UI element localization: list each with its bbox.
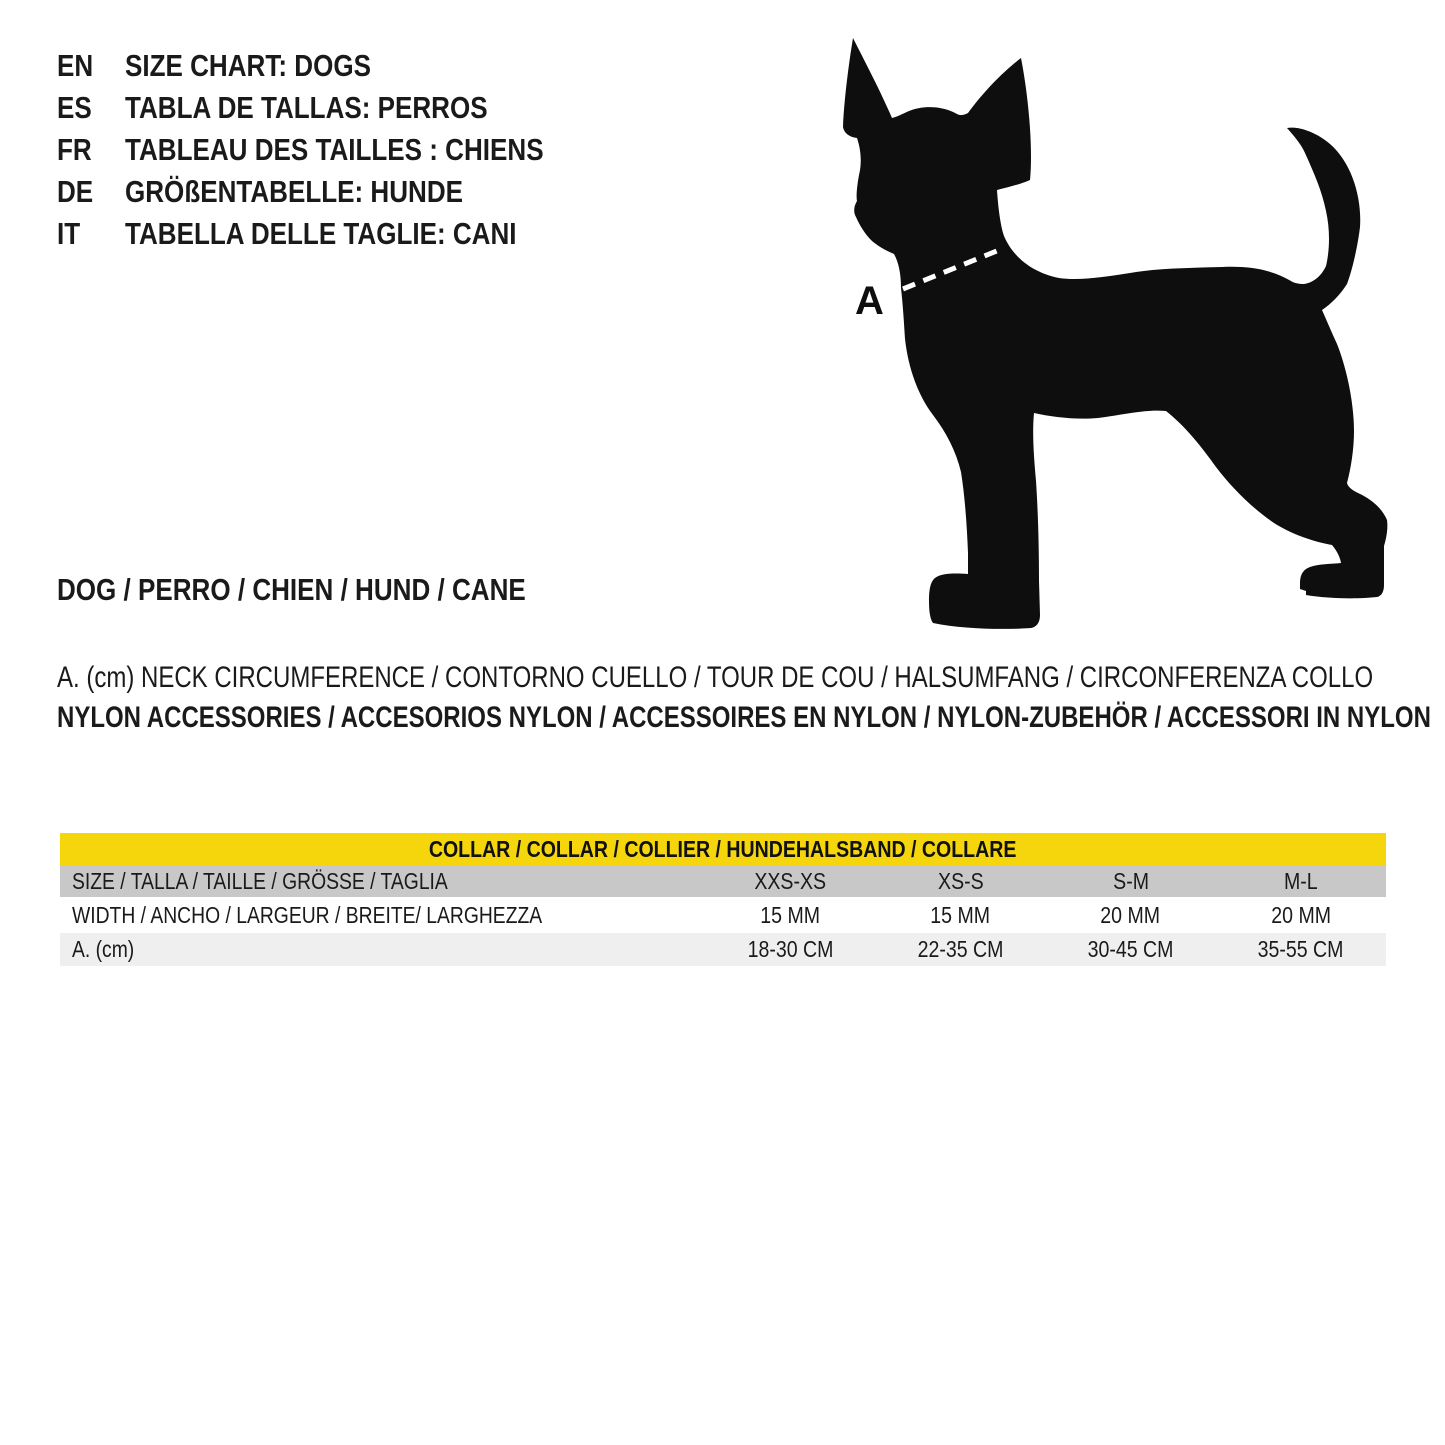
language-row-en [57,45,623,87]
language-row-fr [57,129,623,171]
neck-range-value: 35-55 CM [1257,936,1344,962]
table-row-width [60,897,1386,933]
nylon-accessories-note: NYLON ACCESSORIES / ACCESORIOS NYLON / ACCESSOIRES EN NYLON / NYLON-ZUBEHÖR / ACCESSORI IN NYLON [57,701,1431,734]
width-value: 20 MM [1100,901,1161,928]
language-label: TABLA DE TALLAS: PERROS [125,90,488,125]
language-label: GRÖßENTABELLE: HUNDE [125,174,464,209]
collar-size-table [60,833,1386,966]
size-value: XXS-XS [754,868,826,894]
language-title-block [57,45,623,255]
table-row-neck-cm [60,933,1386,966]
dog-silhouette-diagram [820,20,1430,640]
neck-marker-label: A [855,279,884,323]
width-value: 20 MM [1270,901,1331,928]
neck-range-value: 18-30 CM [747,936,834,962]
dog-caption: DOG / PERRO / CHIEN / HUND / CANE [57,572,526,607]
language-row-it [57,213,623,255]
width-value: 15 MM [930,901,991,928]
size-value: S-M [1112,868,1149,894]
language-code: ES [57,90,92,125]
size-value: XS-S [937,868,984,894]
row-label: A. (cm) [72,936,135,962]
table-title-bar [60,833,1386,866]
language-row-de [57,171,623,213]
row-label: SIZE / TALLA / TAILLE / GRÖSSE / TAGLIA [72,868,448,894]
language-code: EN [57,48,94,83]
row-label: WIDTH / ANCHO / LARGEUR / BREITE/ LARGHEZZA [72,901,543,928]
language-code: DE [57,174,94,209]
language-row-es [57,87,623,129]
width-value: 15 MM [760,901,820,928]
neck-range-value: 30-45 CM [1087,936,1174,962]
neck-circumference-note: A. (cm) NECK CIRCUMFERENCE / CONTORNO CUELLO / TOUR DE COU / HALSUMFANG / CIRCONFERENZA COLLO [57,661,1374,694]
table-row-size [60,866,1386,897]
language-label: SIZE CHART: DOGS [125,48,371,83]
table-title: COLLAR / COLLAR / COLLIER / HUNDEHALSBAND / COLLARE [429,836,1017,862]
language-label: TABLEAU DES TAILLES : CHIENS [125,132,544,167]
language-code: FR [57,132,92,167]
language-code: IT [57,216,81,251]
size-value: M-L [1284,868,1318,894]
neck-range-value: 22-35 CM [917,936,1004,962]
dog-silhouette [843,38,1387,629]
language-label: TABELLA DELLE TAGLIE: CANI [125,216,517,251]
